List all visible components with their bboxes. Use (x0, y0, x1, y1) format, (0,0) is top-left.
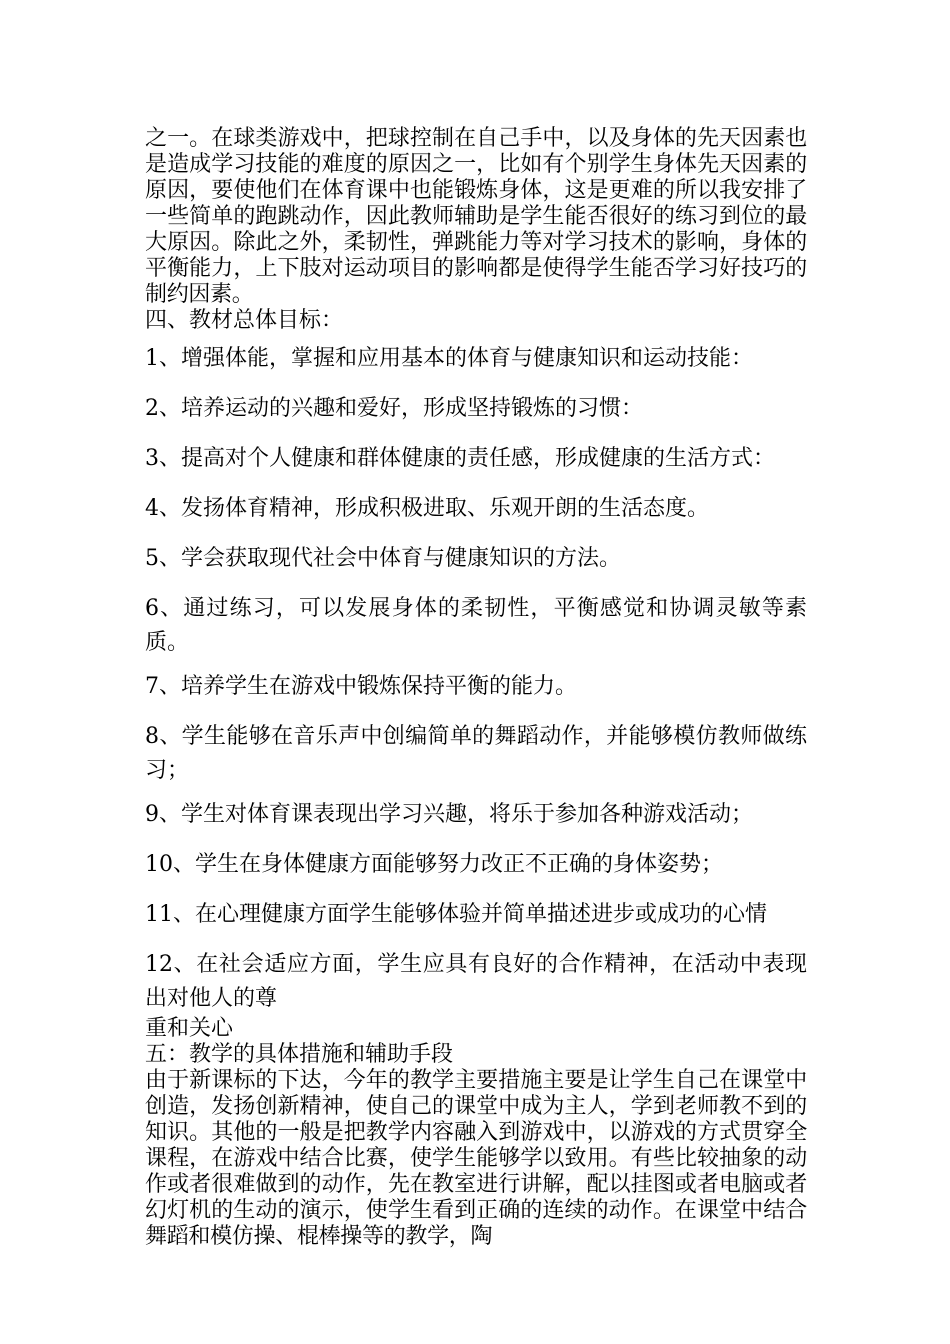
goal-item-4: 4、发扬体育精神，形成积极进取、乐观开朗的生活态度。 (145, 496, 709, 521)
goals-list (145, 342, 807, 1016)
goal-item-2: 2、培养运动的兴趣和爱好，形成坚持锻炼的习惯： (145, 396, 643, 421)
document-body (145, 126, 807, 1250)
goal-item-1: 1、增强体能，掌握和应用基本的体育与健康知识和运动技能： (145, 346, 753, 371)
goal-item-8: 8、学生能够在音乐声中创编简单的舞蹈动作，并能够模仿教师做练习； (145, 724, 807, 783)
goal-item-3: 3、提高对个人健康和群体健康的责任感，形成健康的生活方式： (145, 446, 775, 471)
goal-item-9: 9、学生对体育课表现出学习兴趣，将乐于参加各种游戏活动； (145, 802, 753, 827)
goal-12-continuation: 重和关心 (145, 1016, 234, 1041)
goal-item-12: 12、在社会适应方面，学生应具有良好的合作精神，在活动中表现出对他人的尊 (145, 952, 807, 1011)
section-5-heading: 五：教学的具体措施和辅助手段 (145, 1042, 454, 1067)
goal-item-6: 6、通过练习，可以发展身体的柔韧性，平衡感觉和协调灵敏等素质。 (145, 596, 807, 655)
goal-item-5: 5、学会获取现代社会中体育与健康知识的方法。 (145, 546, 621, 571)
section-5-paragraph: 由于新课标的下达，今年的教学主要措施主要是让学生自己在课堂中创造，发扬创新精神，使自己的课堂中成为主人，学到老师教不到的知识。其他的一般是把教学内容融入到游戏中，以游戏的方式贯穿全课程，在游戏中结合比赛，使学生能够学以致用。有些比较抽象的动作或者很难做到的动作，先在教室进行讲解，配以挂图或者电脑或者幻灯机的生动的演示，使学生看到正确的连续的动作。在课堂中结合舞蹈和模仿操、棍棒操等的教学，陶 (145, 1068, 807, 1249)
intro-paragraph: 之一。在球类游戏中，把球控制在自己手中，以及身体的先天因素也是造成学习技能的难度的原因之一，比如有个别学生身体先天因素的原因，要使他们在体育课中也能锻炼身体，这是更难的所以我安排了一些简单的跑跳动作，因此教师辅助是学生能否很好的练习到位的最大原因。除此之外，柔韧性，弹跳能力等对学习技术的影响，身体的平衡能力，上下肢对运动项目的影响都是使得学生能否学习好技巧的制约因素。 (145, 126, 807, 307)
goal-item-7: 7、培养学生在游戏中锻炼保持平衡的能力。 (145, 674, 577, 699)
goal-item-10: 10、学生在身体健康方面能够努力改正不正确的身体姿势； (145, 852, 723, 877)
goal-item-11: 11、在心理健康方面学生能够体验并简单描述进步或成功的心情 (145, 902, 767, 927)
section-4-heading: 四、教材总体目标： (145, 308, 344, 333)
